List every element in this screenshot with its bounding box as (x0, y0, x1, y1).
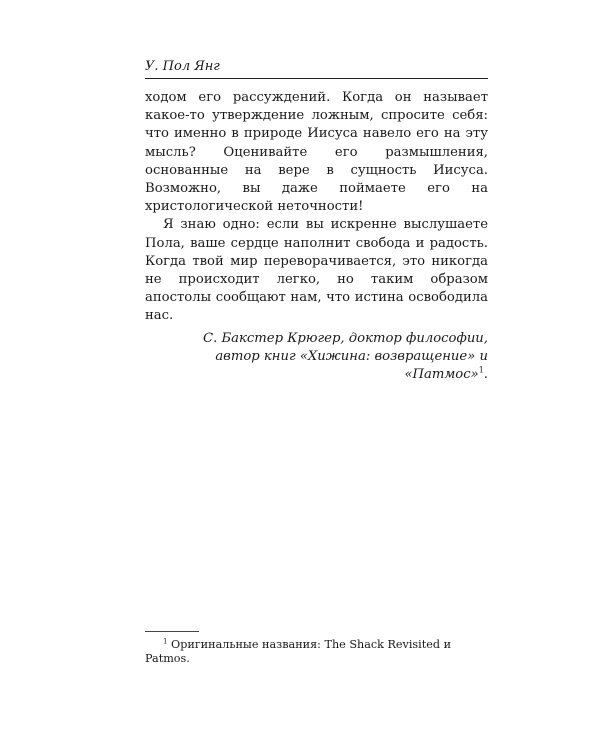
signature-line-2 (145, 348, 488, 384)
running-title: У. Пол Янг (145, 59, 220, 74)
footnote-marker: 1 (163, 637, 168, 646)
footnote-text: Оригинальные названия: The Shack Revisited и Patmos. (145, 638, 452, 665)
body-text (145, 89, 488, 384)
paragraph-2: Я знаю одно: если вы искренне выслушаете Пола, ваше сердце наполнит свобода и радость. Когда твой мир переворачивается, это никогда не происходит легко, но таким образом апостолы сообщают нам, что истина освободила нас. (145, 217, 488, 324)
signature-line-2-end: . (483, 367, 488, 383)
footnote-reference[interactable]: 1 (478, 365, 484, 375)
running-header (145, 58, 488, 79)
signature-line-2-text: автор книг «Хижина: возвращение» и «Патмос» (215, 348, 488, 383)
footnote (145, 638, 488, 666)
footnote-rule (145, 631, 199, 632)
paragraph-1: ходом его рассуждений. Когда он называет какое-то утверждение ложным, спросите себя: что именно в природе Иисуса навело его на эту мысль? Оценивайте его размышления, основанные на вере в сущность Иисуса. Возможно, вы даже поймаете его на христологической неточности! (145, 90, 488, 215)
signature (145, 330, 488, 385)
signature-line-1: С. Бакстер Крюгер, доктор философии, (202, 330, 488, 346)
